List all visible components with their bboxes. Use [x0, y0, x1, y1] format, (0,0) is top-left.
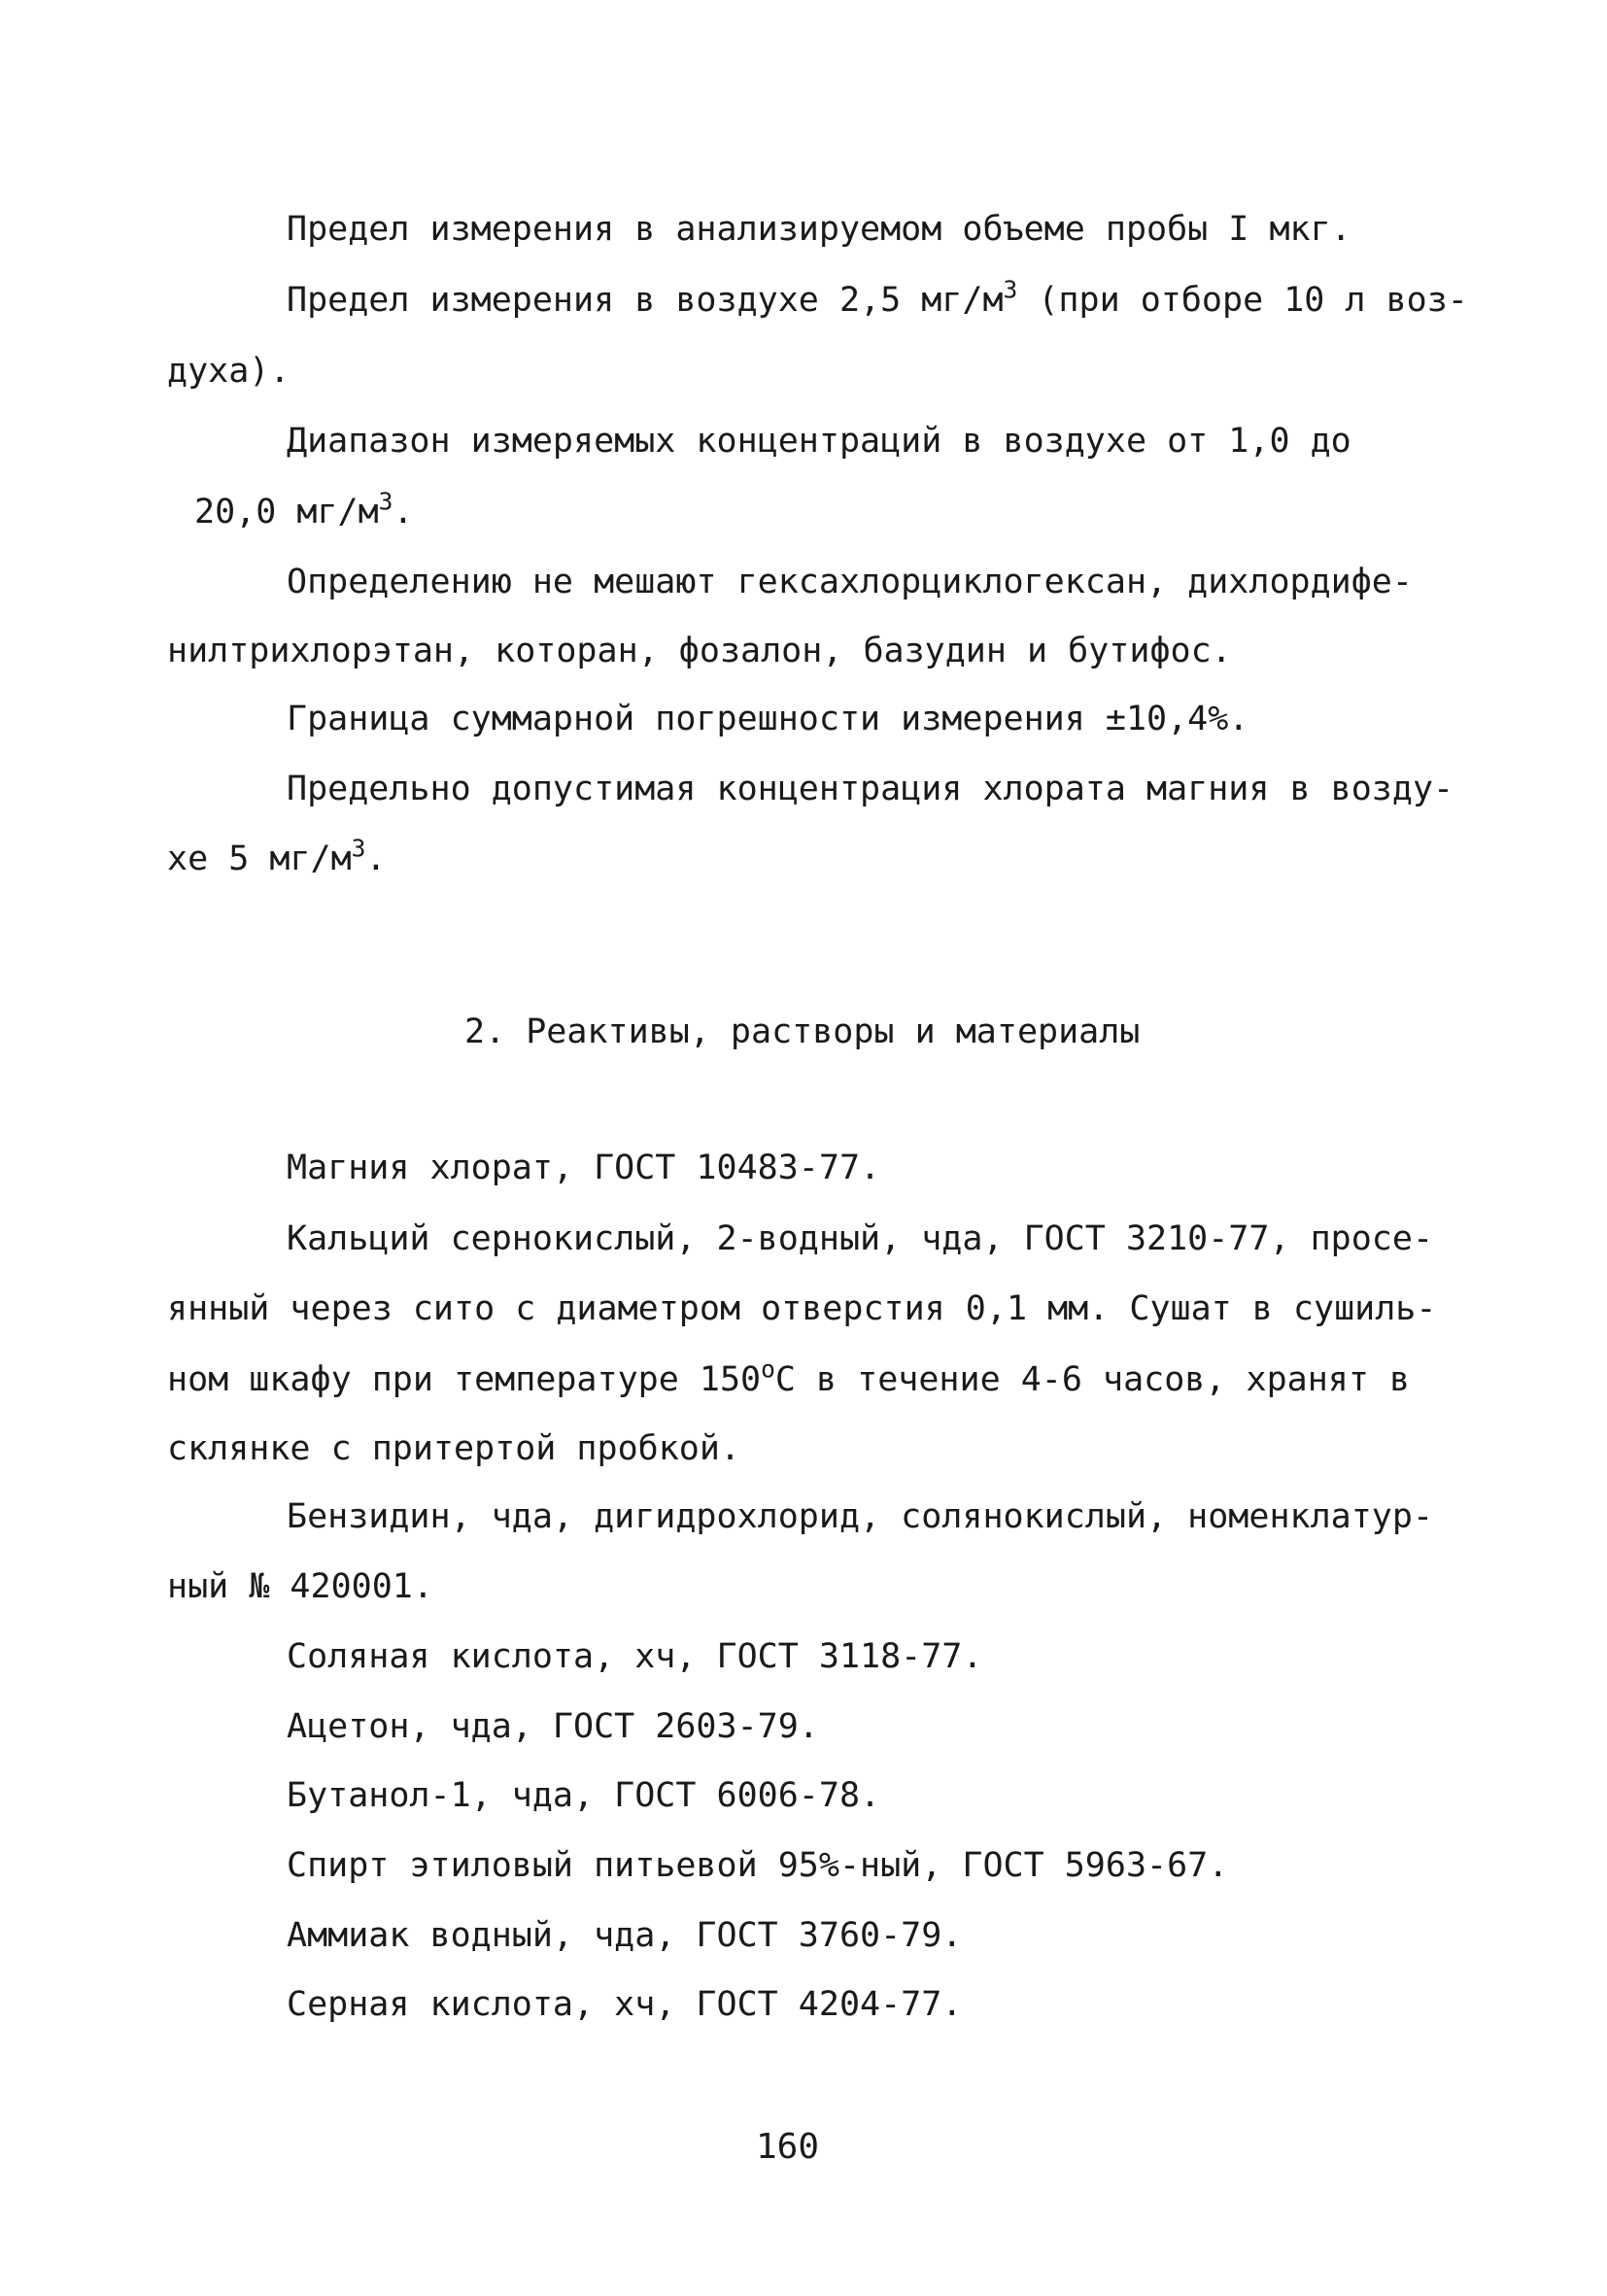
text-line: духа).: [167, 352, 291, 391]
reagent-line: Бензидин, чда, дигидрохлорид, солянокислый, номенклатур-: [287, 1497, 1434, 1536]
reagent-line: Бутанол-1, чда, ГОСТ 6006-78.: [287, 1776, 881, 1815]
text-line: Предел измерения в анализируемом объеме пробы I мкг.: [287, 210, 1351, 249]
reagent-line: Аммиак водный, чда, ГОСТ 3760-79.: [287, 1916, 963, 1955]
page-number: 160: [756, 2127, 820, 2167]
reagent-line: ном шкафу при температуре $150^оС$ в течение 4-6 часов, хранят в: [167, 1354, 1411, 1399]
reagent-line: Магния хлорат, ГОСТ 10483-77.: [287, 1148, 881, 1187]
text-line: Граница суммарной погрешности измерения ±10,4%.: [287, 700, 1249, 738]
section-heading: 2. Реактивы, растворы и материалы: [464, 1012, 1141, 1051]
text-line: Предел измерения в воздухе 2,5 $мг/м^3$ (при отборе 10 л воз-: [287, 275, 1468, 320]
reagent-line: Соляная кислота, хч, ГОСТ 3118-77.: [287, 1637, 983, 1676]
text-line: Предельно допустимая концентрация хлората магния в возду-: [287, 770, 1454, 808]
reagent-line: Ацетон, чда, ГОСТ 2603-79.: [287, 1707, 819, 1746]
reagent-line: янный через сито с диаметром отверстия 0,1 мм. Сушат в сушиль-: [167, 1289, 1437, 1328]
reagent-line: Серная кислота, хч, ГОСТ 4204-77.: [287, 1985, 963, 2024]
text-line: Определению не мешают гексахлорциклогексан, дихлордифе-: [287, 563, 1413, 601]
reagent-line: склянке с притертой пробкой.: [167, 1429, 741, 1468]
reagent-line: ный № 420001.: [167, 1567, 433, 1606]
text-line: Диапазон измеряемых концентраций в воздухе от 1,0 до: [287, 422, 1351, 461]
reagent-line: Кальций сернокислый, 2-водный, чда, ГОСТ 3210-77, просе-: [287, 1219, 1434, 1258]
text-line: 20,0 $мг/м^3$.: [194, 487, 414, 531]
text-line: нилтрихлорэтан, которан, фозалон, базудин и бутифос.: [167, 632, 1232, 670]
text-line: хе 5 $мг/м^3$.: [167, 834, 387, 878]
reagent-line: Спирт этиловый питьевой 95%-ный, ГОСТ 5963-67.: [287, 1846, 1229, 1885]
